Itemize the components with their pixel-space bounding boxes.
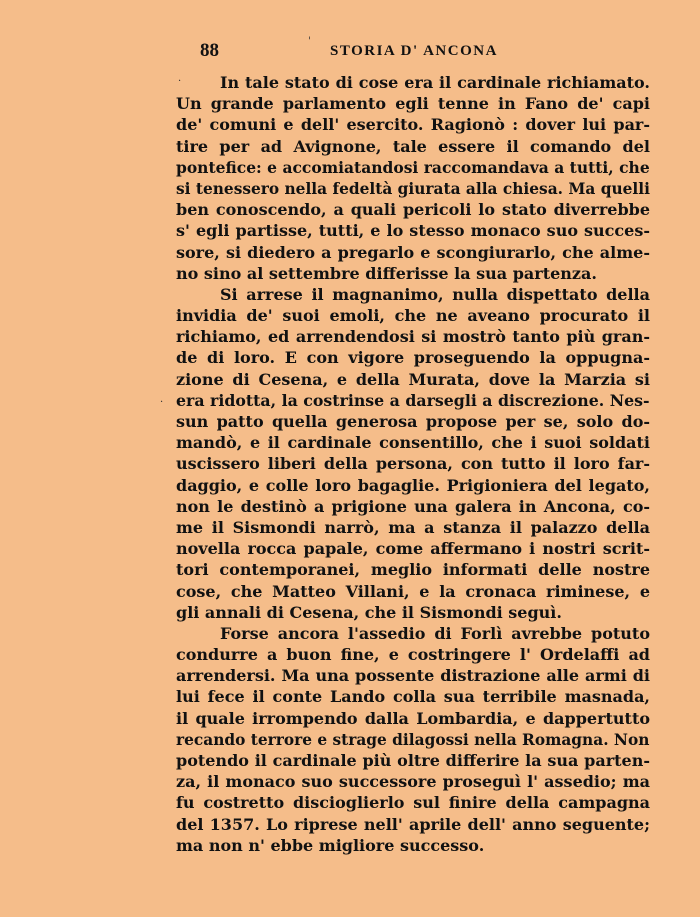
text-line: sore, si diedero a pregarlo e scongiurarlo, che almе- [176, 242, 650, 262]
text-line: novella rocca papale, come affermano i nostri scrit- [176, 539, 650, 559]
text-line: zione di Cesena, e della Murata, dove la Marzia si [176, 369, 650, 389]
text-line: il quale irrompendo dalla Lombardia, e dappertutto [176, 708, 650, 728]
stray-mark: · [160, 397, 164, 408]
running-title: STORIA D' ANCONA [330, 43, 498, 59]
text-line: de di loro. E con vigore proseguendo la oppugna- [176, 348, 650, 368]
text-line: fu costretto discioglierlo sul finire della campagna [176, 793, 650, 813]
text-line: gli annali di Cesena, che il Sismondi seguì. [176, 602, 562, 622]
text-line: invidia de' suoi emoli, che ne aveano procurato il [176, 306, 650, 326]
text-line: no sino al settembre differisse la sua partenza. [176, 263, 597, 283]
text-line: potendo il cardinale più oltre differire la sua parten- [176, 751, 650, 770]
text-line: de' comuni e dell' esercito. Ragionò : dover lui par- [176, 115, 650, 135]
text-line: Si arrese il magnanimo, nulla dispettato della [220, 284, 650, 304]
text-line: ma non n' ebbe migliore successo. [176, 835, 485, 855]
text-line: me il Sismondi narrò, ma a stanza il palazzo della [176, 517, 650, 537]
text-line: Forse ancora l'assedio di Forlì avrebbe potuto [220, 623, 650, 643]
text-line: arrendersi. Ma una possente distrazione alle armi di [176, 666, 650, 686]
text-line: cose, che Matteo Villani, e la cronaca riminese, e [176, 581, 650, 601]
text-line: era ridotta, la costrinse a darsegli a discrezione. Nes- [176, 390, 650, 410]
text-line: richiamo, ed arrendendosi si mostrò tanto più gran- [176, 327, 650, 347]
stray-mark: · [178, 76, 182, 87]
text-line: In tale stato di cose era il cardinale richiamato. [220, 73, 650, 92]
page-number: 88 [200, 40, 219, 61]
text-line: pontefice: e accomiatandosi raccomandava a tutti, che [176, 157, 650, 177]
text-line: uscissero liberi della persona, con tutto il loro far- [176, 454, 650, 474]
text-line: recando terrore e strage dilagossi nella Romagna. Non [176, 729, 650, 749]
text-line: s' egli partisse, tutti, e lo stesso monaco suo succes- [176, 221, 650, 241]
text-line: condurre a buon fine, e costringere l' Ordelaffi ad [176, 645, 650, 665]
text-line: ben conoscendo, a quali pericoli lo stato diverrebbe [176, 200, 650, 220]
stray-mark: ' [308, 36, 311, 47]
text-line: lui fece il conte Lando colla sua terribile masnada, [176, 687, 650, 707]
text-line: mandò, e il cardinale consentillo, che i suoi soldati [176, 433, 650, 453]
text-line: sun patto quella generosa propose per se, solo do- [176, 412, 650, 431]
text-line: tori contemporanei, meglio informati delle nostre [176, 560, 650, 580]
text-line: Un grande parlamento egli tenne in Fano de' capi [176, 94, 650, 114]
page-header [0, 40, 700, 64]
text-line: si tenessero nella fedeltà giurata alla chiesa. Ma quelli [176, 178, 650, 198]
text-line: daggio, e colle loro bagaglie. Prigioniera del legato, [176, 475, 650, 495]
body-text [176, 72, 650, 856]
text-line: non le destinò a prigione una galera in Ancona, co- [176, 496, 650, 516]
text-line: tire per ad Avignone, tale essere il comando del [176, 136, 650, 156]
text-line: za, il monaco suo successore proseguì l' assedio; ma [176, 772, 650, 792]
text-line: del 1357. Lo riprese nell' aprile dell' anno seguente; [176, 814, 650, 834]
